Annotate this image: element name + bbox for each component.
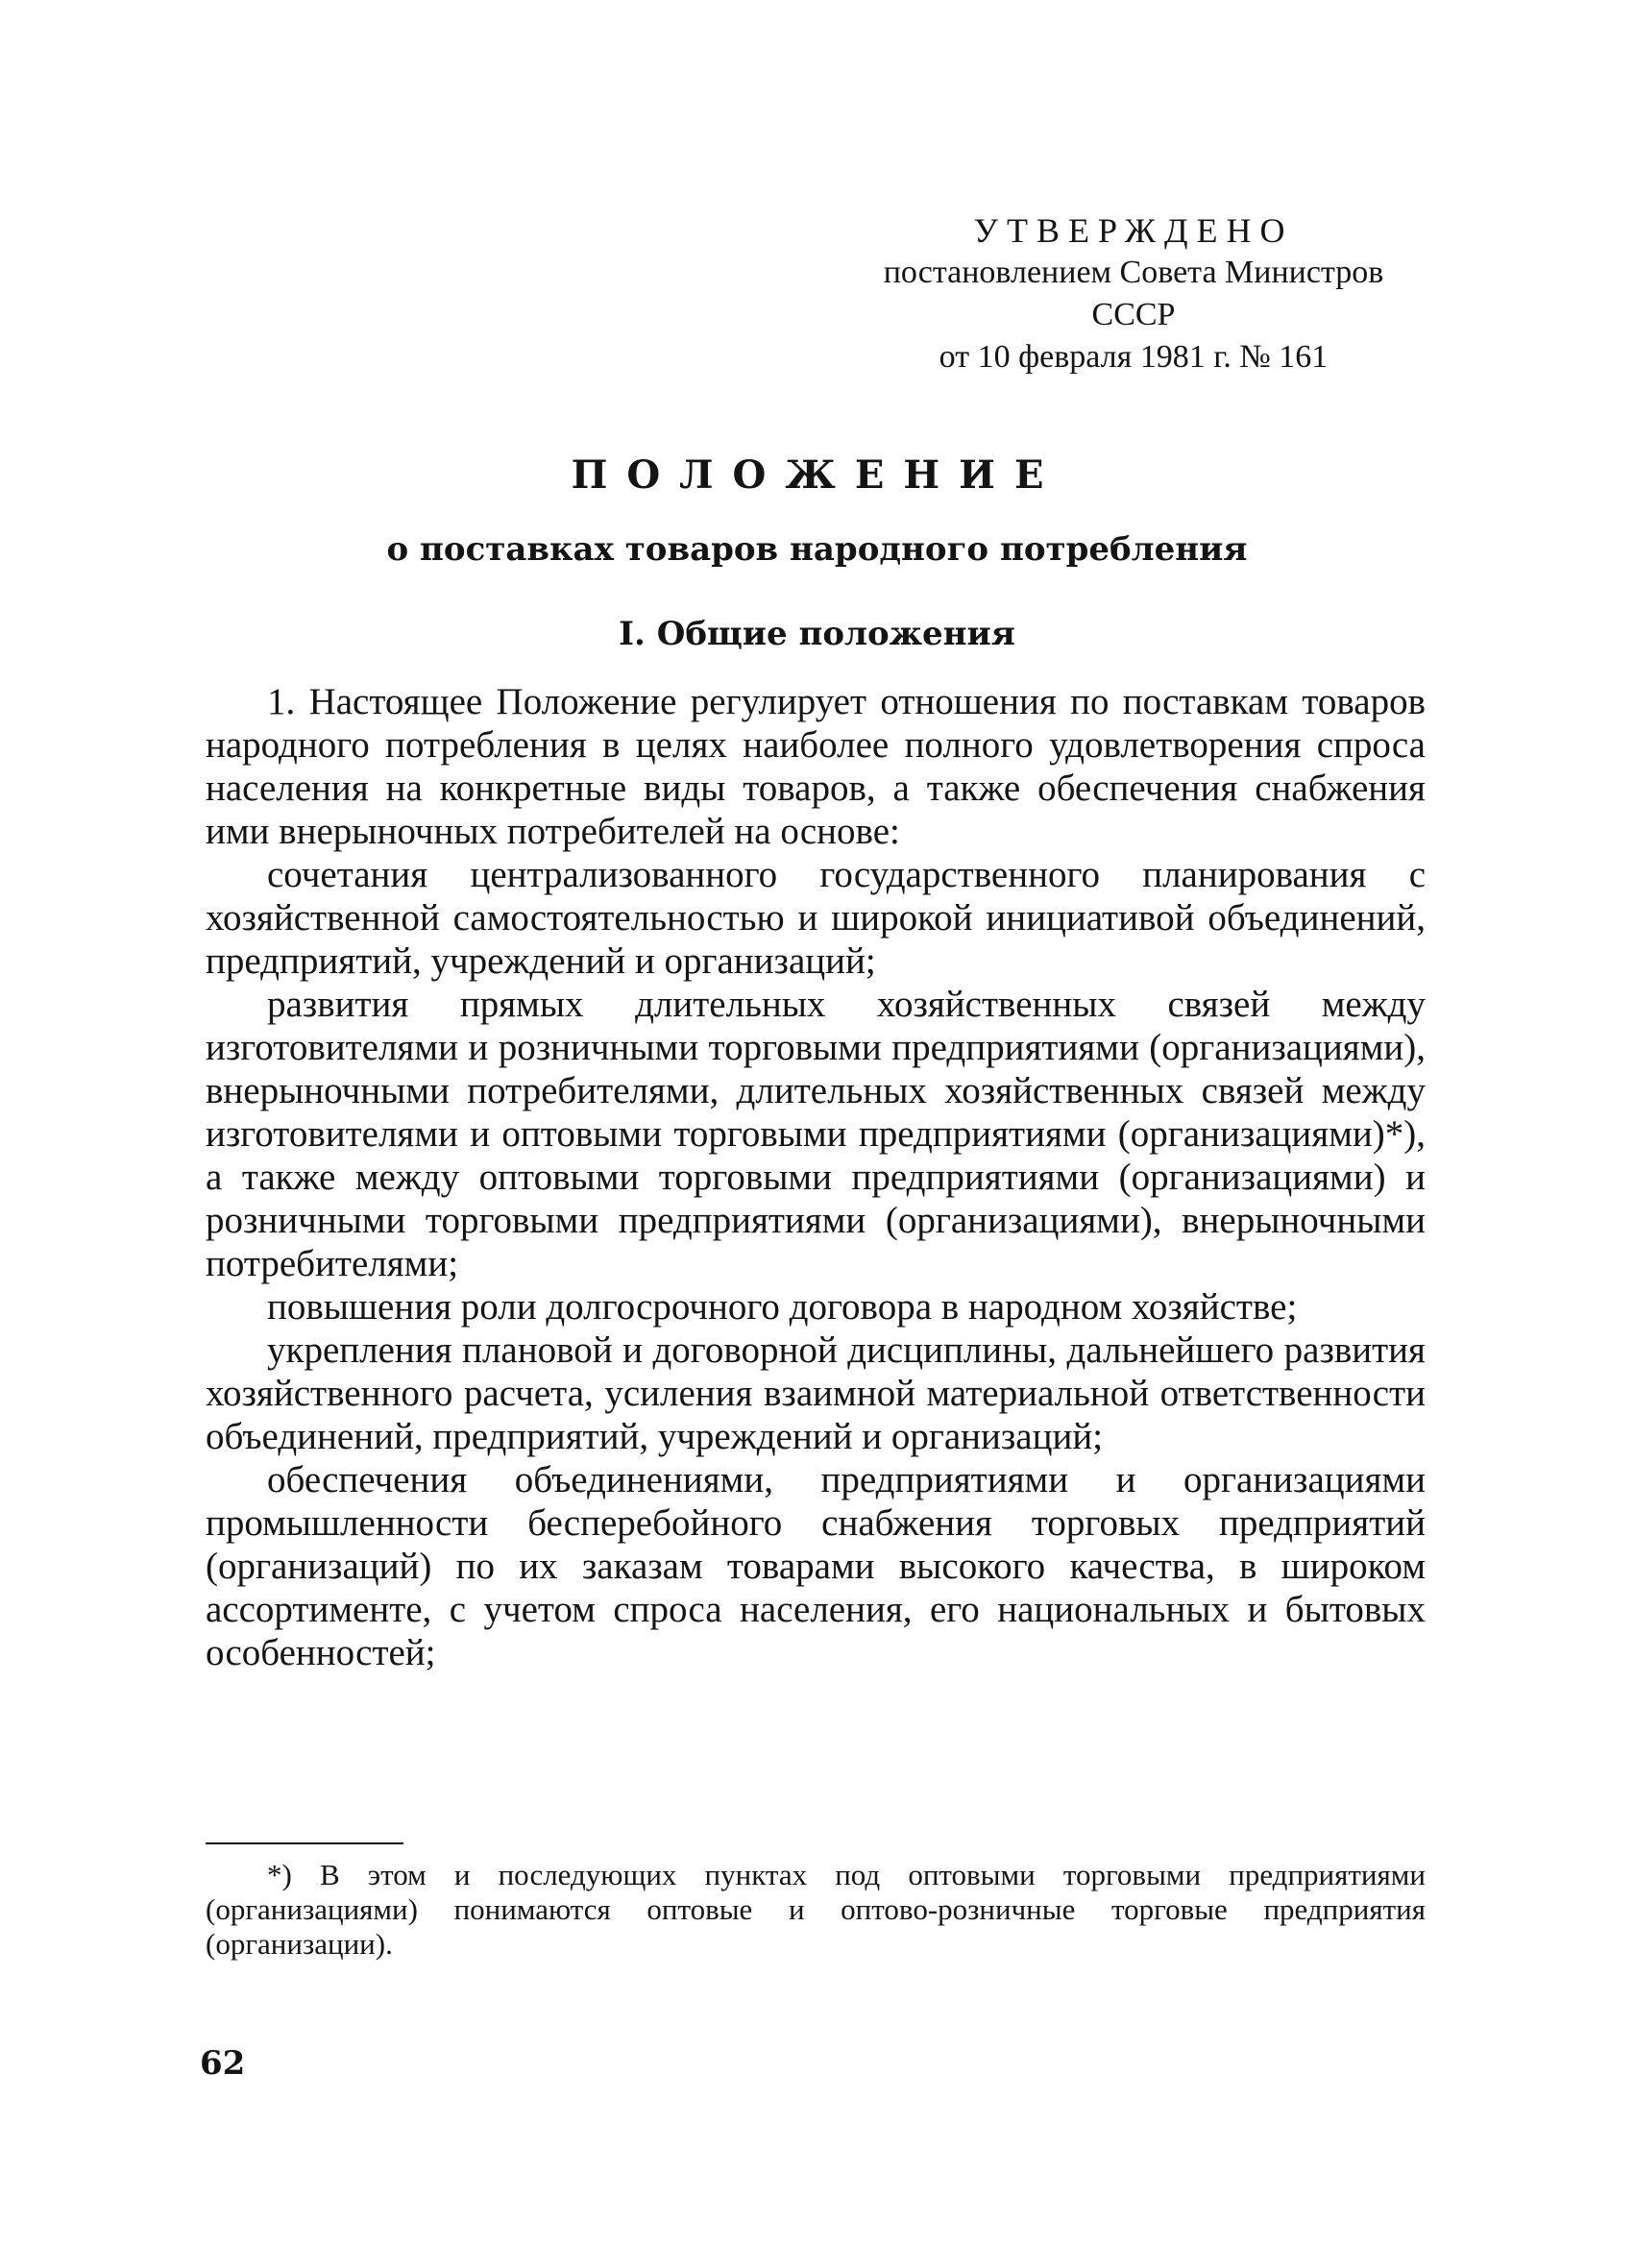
approval-stamp — [845, 209, 1422, 378]
paragraph: развития прямых длительных хозяйственных связей между изготовителями и розничными торговыми предприятиями (организациями), внерыночными потребителями, длительных хозяйственных связей между изготовителями и оптовыми торговыми предприятиями (организациями)*), а также между оптовыми торговыми предприятиями (организациями) и розничными торговыми предприятиями (организациями), внерыночными потребителями; — [206, 984, 1426, 1284]
paragraph: обеспечения объединениями, предприятиями и организациями промышленности бесперебойного снабжения торговых предприятий (организаций) по их заказам товарами высокого качества, в широком ассортименте, с учетом спроса населения, его национальных и бытовых особенностей; — [206, 1459, 1426, 1673]
approval-line-3: от 10 февраля 1981 г. № 161 — [939, 339, 1329, 375]
paragraph: укрепления плановой и договорной дисциплины, дальнейшего развития хозяйственного расчета, усиления взаимной материальной ответственности объединений, предприятий, учреждений и организаций; — [206, 1329, 1426, 1457]
body-text — [206, 680, 1426, 1674]
paragraph: повышения роли долгосрочного договора в народном хозяйстве; — [267, 1286, 1298, 1328]
document-subtitle: о поставках товаров народного потребления — [386, 530, 1248, 569]
page-number: 62 — [200, 2044, 246, 2083]
approval-line-1: постановлением Совета Министров — [883, 255, 1384, 290]
approval-title: УТВЕРЖДЕНО — [973, 211, 1294, 250]
paragraph: сочетания централизованного государственного планирования с хозяйственной самостоятельностью и широкой инициативой объединений, предприятий, учреждений и организаций; — [206, 854, 1426, 982]
document-title: ПОЛОЖЕНИЕ — [571, 452, 1063, 498]
section-heading: I. Общие положения — [619, 615, 1015, 653]
approval-line-2: СССР — [1091, 297, 1176, 332]
paragraph: 1. Настоящее Положение регулирует отношения по поставкам товаров народного потребления в целях наиболее полного удовлетворения спроса населения на конкретные виды товаров, а также обеспечения снабжения ими внерыночных потребителей на основе: — [206, 681, 1426, 852]
footnote-divider — [206, 1842, 403, 1844]
footnote: *) В этом и последующих пунктах под оптовыми торговыми предприятиями (организациями) понимаются оптовые и оптово-розничные торговые предприятия (организации). — [206, 1858, 1426, 1961]
